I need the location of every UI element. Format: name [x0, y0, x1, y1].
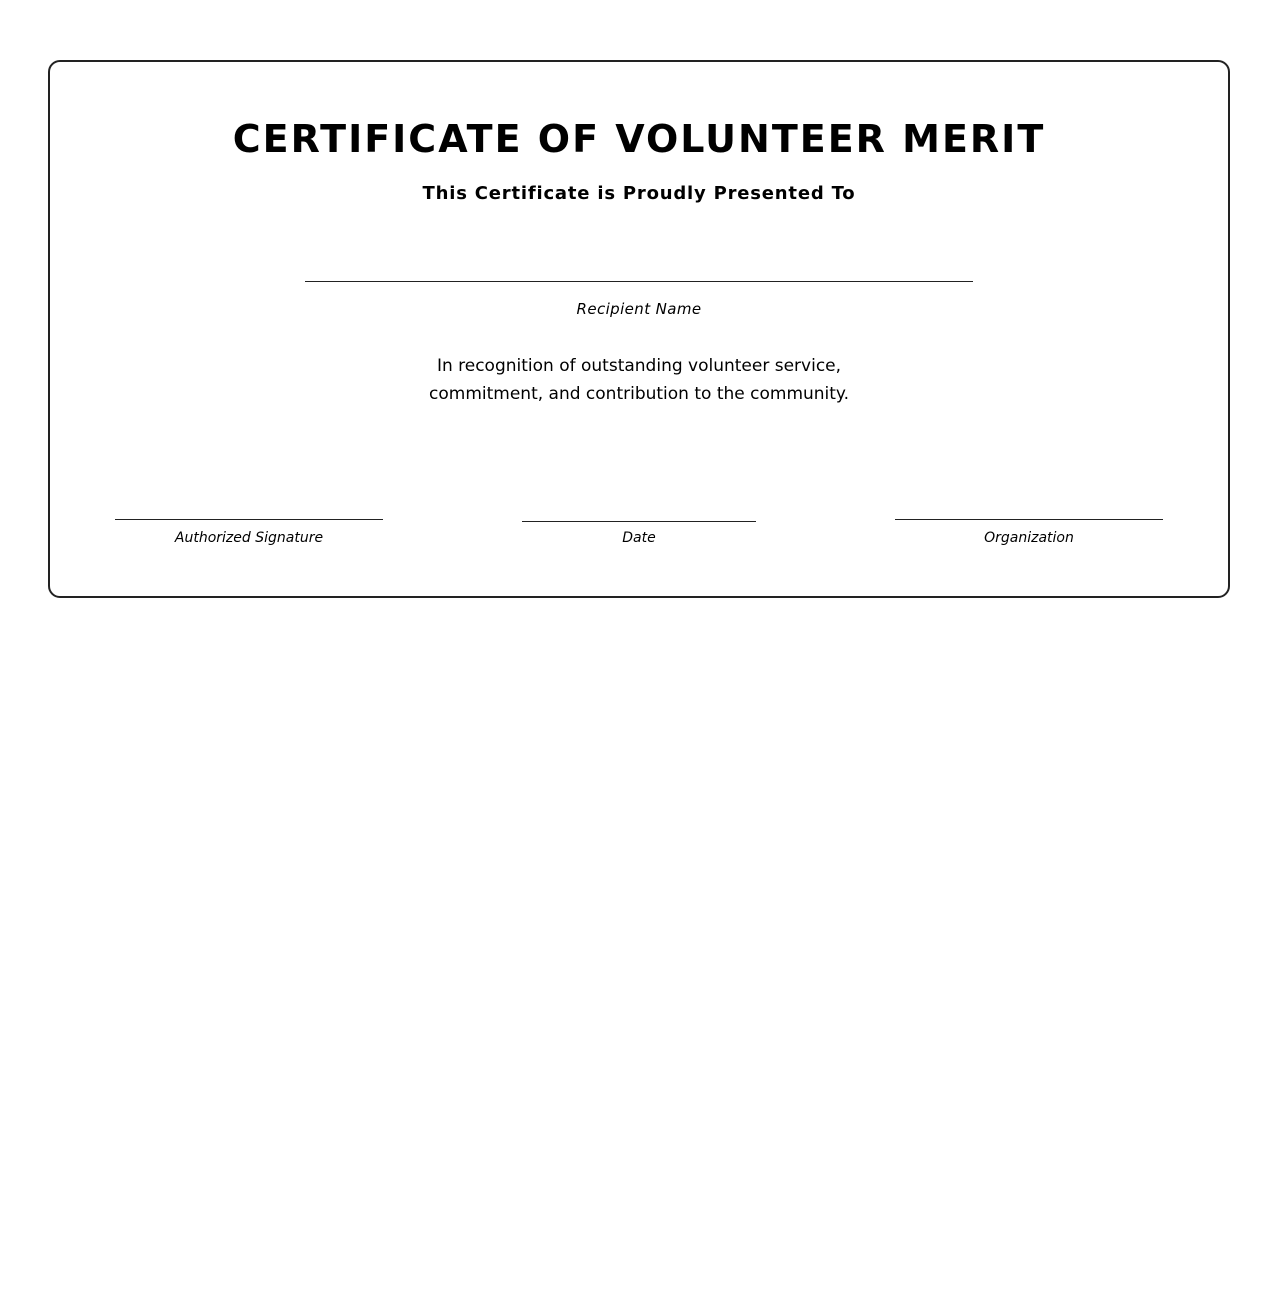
recognition-text-line-1: In recognition of outstanding volunteer service,: [436, 356, 842, 376]
certificate-subtitle: This Certificate is Proudly Presented To: [422, 183, 856, 204]
recognition-text-line-2: commitment, and contribution to the community.: [429, 384, 849, 404]
organization-label: Organization: [984, 530, 1074, 546]
certificate-card: [48, 60, 1230, 598]
date-label: Date: [622, 530, 656, 546]
recipient-name-line: [305, 281, 973, 282]
certificate-title: CERTIFICATE OF VOLUNTEER MERIT: [232, 117, 1046, 161]
authorized-signature-label: Authorized Signature: [174, 530, 324, 546]
date-line: [522, 521, 756, 522]
authorized-signature-line: [115, 519, 383, 520]
organization-line: [895, 519, 1163, 520]
recipient-name-label: Recipient Name: [576, 300, 702, 318]
recognition-text: [50, 352, 1228, 408]
